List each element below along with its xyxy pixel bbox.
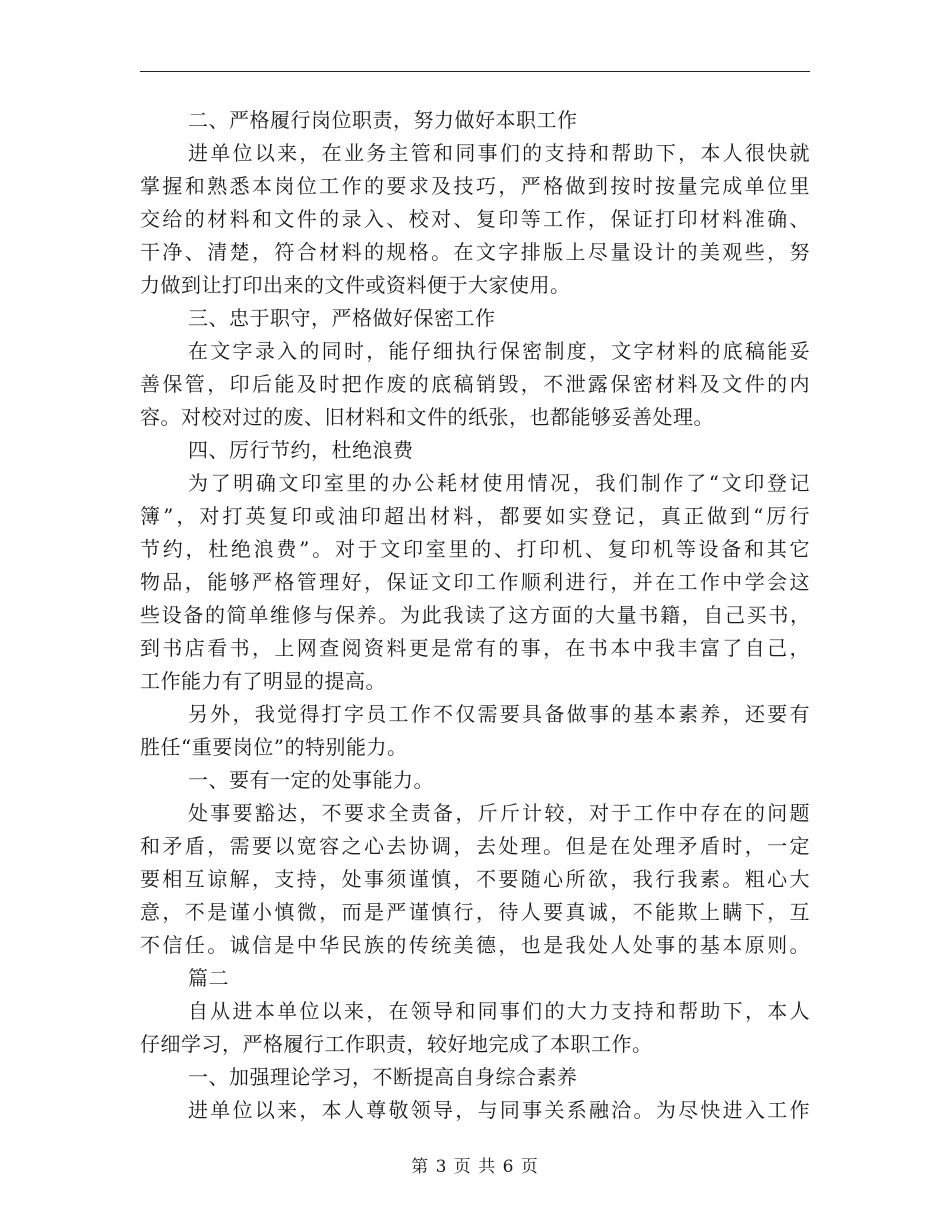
- text-line: 另外，我觉得打字员工作不仅需要具备做事的基本素养，还要有: [188, 702, 810, 726]
- text-line: 物品，能够严格管理好，保证文印工作顺利进行，并在工作中学会这: [140, 570, 810, 594]
- text-line: 节约，杜绝浪费”。对于文印室里的、打印机、复印机等设备和其它: [140, 537, 810, 561]
- text-line: 善保管，印后能及时把作废的底稿销毁，不泄露保密材料及文件的内: [140, 372, 810, 396]
- text-line: 进单位以来，本人尊敬领导，与同事关系融洽。为尽快进入工作: [188, 1098, 810, 1122]
- text-line: 工作能力有了明显的提高。: [140, 669, 386, 693]
- text-line: 在文字录入的同时，能仔细执行保密制度，文字材料的底稿能妥: [188, 339, 810, 363]
- document-body: [140, 104, 810, 1127]
- header-rule: [140, 71, 810, 72]
- text-line: 篇二: [188, 966, 229, 990]
- text-line: 自从进本单位以来，在领导和同事们的大力支持和帮助下，本人: [188, 999, 810, 1023]
- text-line: 簿”，对打英复印或油印超出材料，都要如实登记，真正做到“厉行: [140, 504, 810, 528]
- text-line: 和矛盾，需要以宽容之心去协调，去处理。但是在处理矛盾时，一定: [140, 834, 810, 858]
- text-line: 二、严格履行岗位职责，努力做好本职工作: [188, 108, 578, 132]
- text-line: 意，不是谨小慎微，而是严谨慎行，待人要真诚，不能欺上瞒下，互: [140, 900, 810, 924]
- text-line: 不信任。诚信是中华民族的传统美德，也是我处人处事的基本原则。: [140, 933, 810, 957]
- text-line: 些设备的简单维修与保养。为此我读了这方面的大量书籍，自己买书，: [140, 603, 810, 627]
- text-line: 要相互谅解，支持，处事须谨慎，不要随心所欲，我行我素。粗心大: [140, 867, 810, 891]
- text-line: 三、忠于职守，严格做好保密工作: [188, 306, 496, 330]
- text-line: 进单位以来，在业务主管和同事们的支持和帮助下，本人很快就: [188, 141, 810, 165]
- text-line: 胜任“重要岗位”的特别能力。: [140, 735, 408, 759]
- text-line: 一、要有一定的处事能力。: [188, 768, 434, 792]
- text-line: 交给的材料和文件的录入、校对、复印等工作，保证打印材料准确、: [140, 207, 810, 231]
- text-line: 到书店看书，上网查阅资料更是常有的事，在书本中我丰富了自己，: [140, 636, 810, 660]
- text-line: 掌握和熟悉本岗位工作的要求及技巧，严格做到按时按量完成单位里: [140, 174, 810, 198]
- text-line: 仔细学习，严格履行工作职责，较好地完成了本职工作。: [140, 1032, 653, 1056]
- text-line: 干净、清楚，符合材料的规格。在文字排版上尽量设计的美观些，努: [140, 240, 810, 264]
- text-line: 处事要豁达，不要求全责备，斤斤计较，对于工作中存在的问题: [188, 801, 810, 825]
- text-line: 容。对校对过的废、旧材料和文件的纸张，也都能够妥善处理。: [140, 405, 714, 429]
- page-footer: 第 3 页 共 6 页: [411, 1157, 539, 1177]
- text-line: 四、厉行节约，杜绝浪费: [188, 438, 414, 462]
- text-line: 力做到让打印出来的文件或资料便于大家使用。: [140, 273, 571, 297]
- text-line: 一、加强理论学习，不断提高自身综合素养: [188, 1065, 578, 1089]
- text-line: 为了明确文印室里的办公耗材使用情况，我们制作了“文印登记: [188, 471, 810, 495]
